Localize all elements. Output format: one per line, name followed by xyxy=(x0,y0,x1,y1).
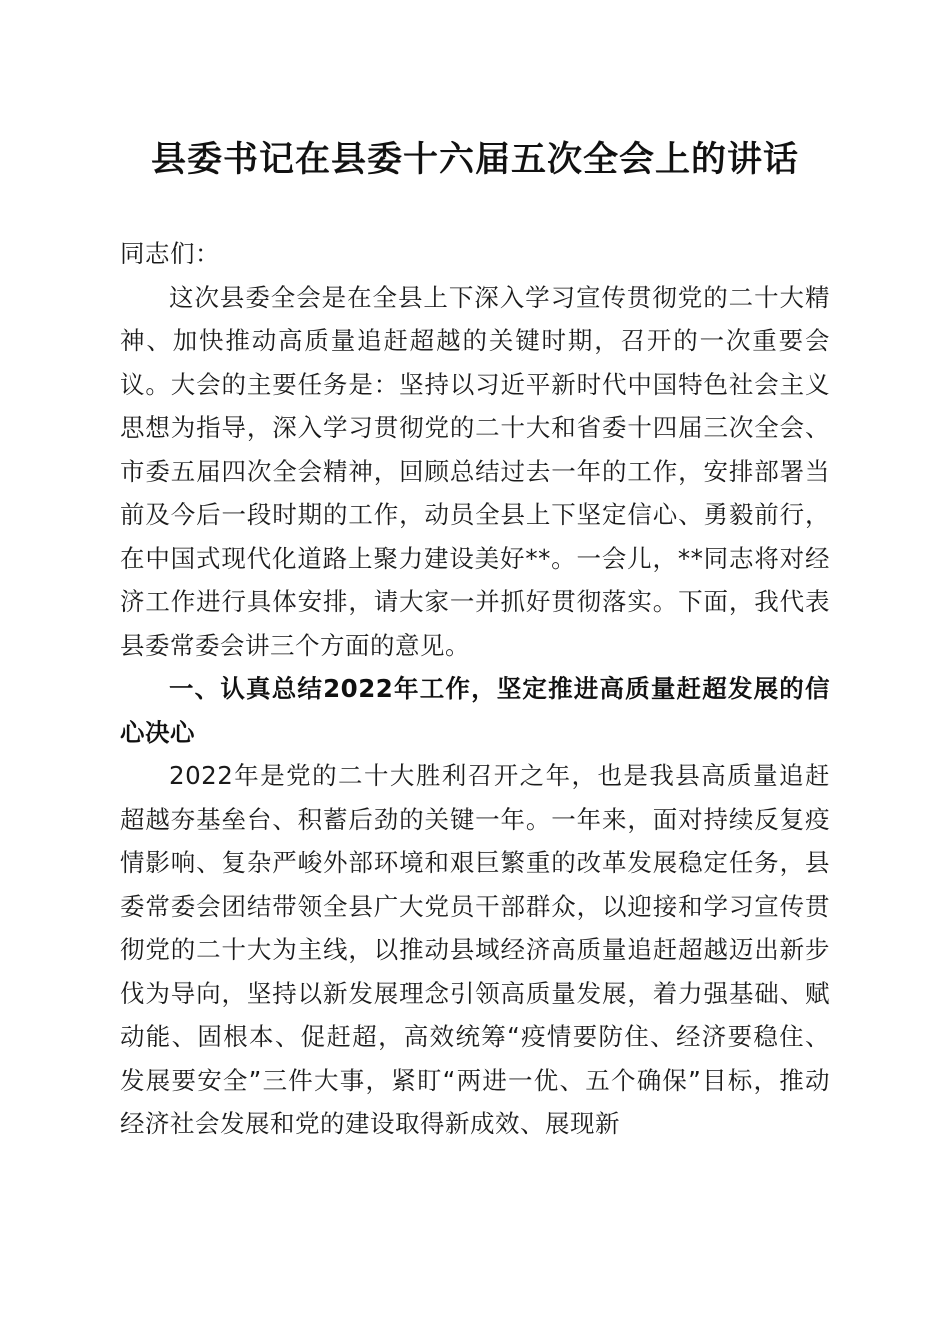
paragraph-intro: 这次县委全会是在全县上下深入学习宣传贯彻党的二十大精神、加快推动高质量追赶超越的关键时期，召开的一次重要会议。大会的主要任务是：坚持以习近平新时代中国特色社会主义思想为指导，深入学习贯彻党的二十大和省委十四届三次全会、市委五届四次全会精神，回顾总结过去一年的工作，安排部署当前及今后一段时期的工作，动员全县上下坚定信心、勇毅前行，在中国式现代化道路上聚力建设美好**。一会儿，**同志将对经济工作进行具体安排，请大家一并抓好贯彻落实。下面，我代表县委常委会讲三个方面的意见。 xyxy=(120,282,830,660)
document-title: 县委书记在县委十六届五次全会上的讲话 xyxy=(150,139,799,180)
document-body xyxy=(120,232,830,1146)
salutation: 同志们： xyxy=(120,239,220,268)
section-heading-1: 一、认真总结2022年工作，坚定推进高质量赶超发展的信心决心 xyxy=(120,674,830,747)
paragraph-2022-summary: 2022年是党的二十大胜利召开之年，也是我县高质量追赶超越夯基垒台、积蓄后劲的关键一年。一年来，面对持续反复疫情影响、复杂严峻外部环境和艰巨繁重的改革发展稳定任务，县委常委会团结带领全县广大党员干部群众，以迎接和学习宣传贯彻党的二十大为主线，以推动县域经济高质量追赶超越迈出新步伐为导向，坚持以新发展理念引领高质量发展，着力强基础、赋动能、固根本、促赶超，高效统筹“疫情要防住、经济要稳住、发展要安全”三件大事，紧盯“两进一优、五个确保”目标，推动经济社会发展和党的建设取得新成效、展现新 xyxy=(120,761,830,1138)
